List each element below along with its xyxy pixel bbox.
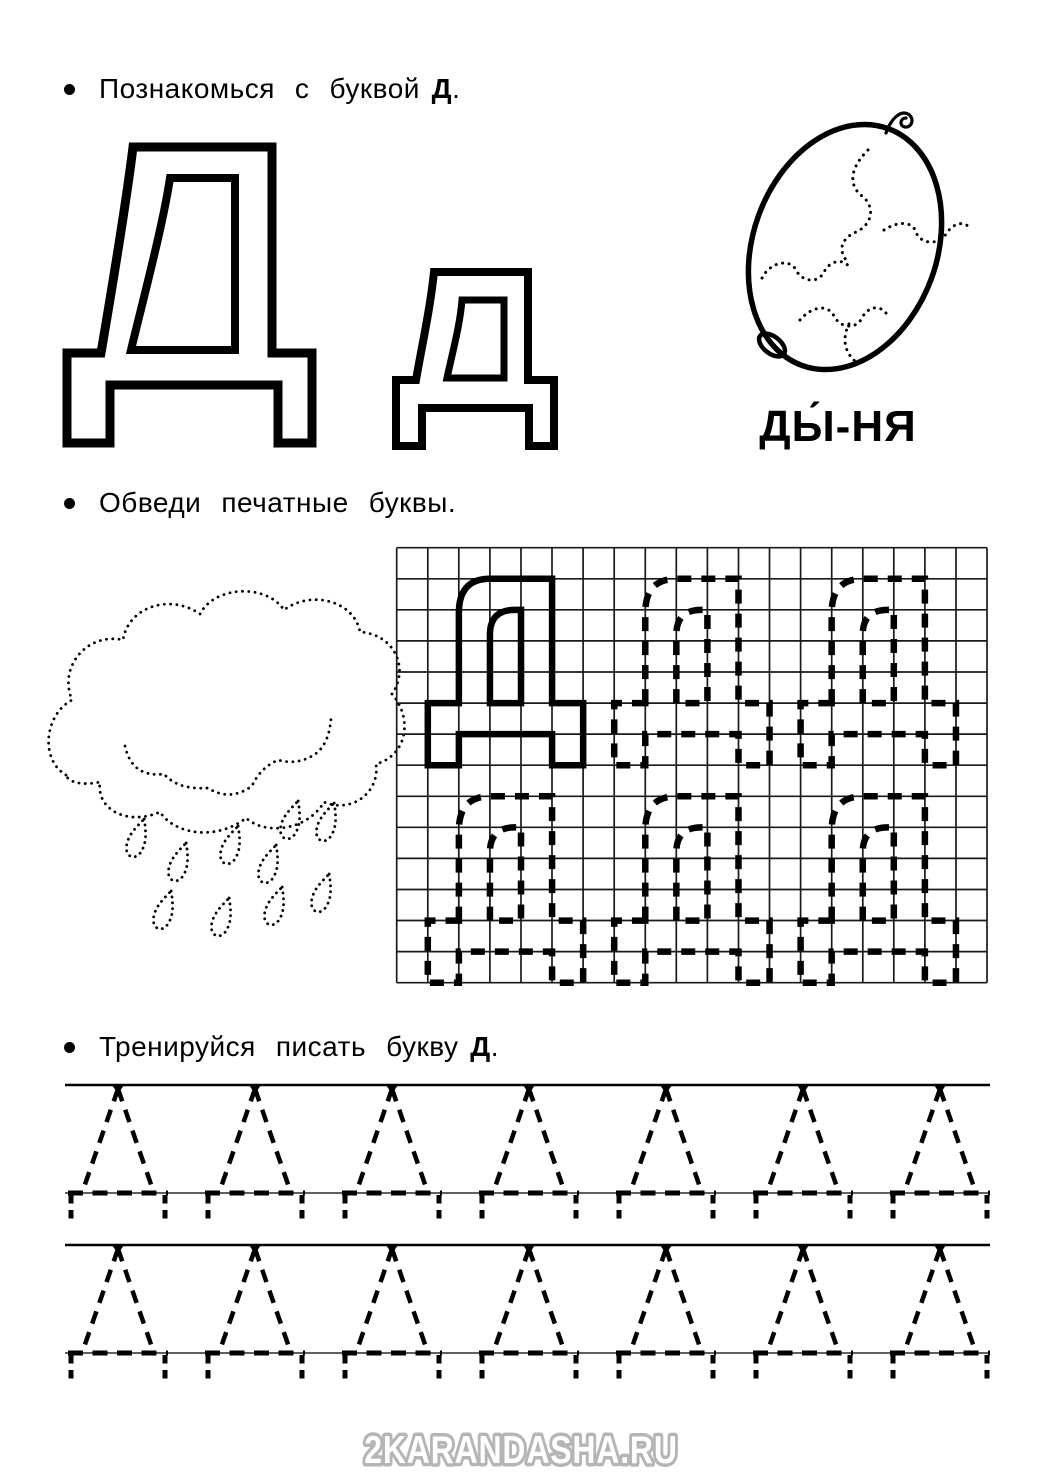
heading-intro-text: Познакомься с буквой bbox=[99, 73, 420, 104]
watermark: 2KARANDASHA.RU bbox=[364, 1428, 678, 1472]
raindrop-icon bbox=[217, 823, 245, 866]
raindrop-icon bbox=[261, 884, 289, 927]
raindrop-icon bbox=[308, 871, 336, 914]
practice-glyph-d bbox=[68, 1085, 168, 1219]
heading-practice-text: Тренируйся писать букву bbox=[99, 1031, 459, 1062]
cloud-outline bbox=[49, 591, 405, 832]
practice-glyph-d bbox=[753, 1245, 853, 1379]
display-letter-lowercase-d bbox=[396, 272, 554, 446]
practice-glyph-d bbox=[205, 1085, 305, 1219]
cloud-inner-line bbox=[125, 717, 331, 795]
raindrop-icon bbox=[208, 895, 236, 938]
practice-glyph-d bbox=[616, 1245, 716, 1379]
display-letter-uppercase-d bbox=[67, 147, 312, 443]
raindrop-icon bbox=[165, 840, 193, 883]
raindrop-icon bbox=[277, 798, 305, 841]
raindrop-icon bbox=[123, 816, 151, 859]
practice-glyph-d bbox=[479, 1245, 579, 1379]
practice-glyph-d bbox=[205, 1245, 305, 1379]
practice-rows bbox=[65, 1085, 990, 1379]
melon-body bbox=[715, 97, 974, 397]
practice-row bbox=[65, 1085, 990, 1219]
practice-glyph-d bbox=[753, 1085, 853, 1219]
practice-glyph-d bbox=[890, 1085, 990, 1219]
practice-glyph-d bbox=[342, 1085, 442, 1219]
cloud-illustration bbox=[49, 591, 405, 938]
raindrop-icon bbox=[150, 888, 178, 931]
heading-trace-text: Обведи печатные буквы. bbox=[99, 487, 457, 518]
practice-row bbox=[65, 1245, 990, 1379]
heading-intro-period: . bbox=[452, 73, 461, 104]
raindrops bbox=[123, 798, 341, 938]
melon-illustration bbox=[715, 97, 974, 397]
heading-practice-period: . bbox=[490, 1031, 500, 1062]
practice-glyph-d bbox=[616, 1085, 716, 1219]
raindrop-icon bbox=[313, 800, 341, 843]
trace-grid-letters bbox=[428, 579, 956, 983]
raindrop-icon bbox=[255, 842, 283, 885]
vocab-word: ДЫ́-НЯ bbox=[759, 402, 917, 451]
practice-glyph-d bbox=[479, 1085, 579, 1219]
practice-glyph-d bbox=[68, 1245, 168, 1379]
heading-intro-letter: Д bbox=[431, 73, 453, 104]
practice-glyph-d bbox=[890, 1245, 990, 1379]
practice-glyph-d bbox=[342, 1245, 442, 1379]
heading-practice-letter: Д bbox=[470, 1031, 491, 1062]
